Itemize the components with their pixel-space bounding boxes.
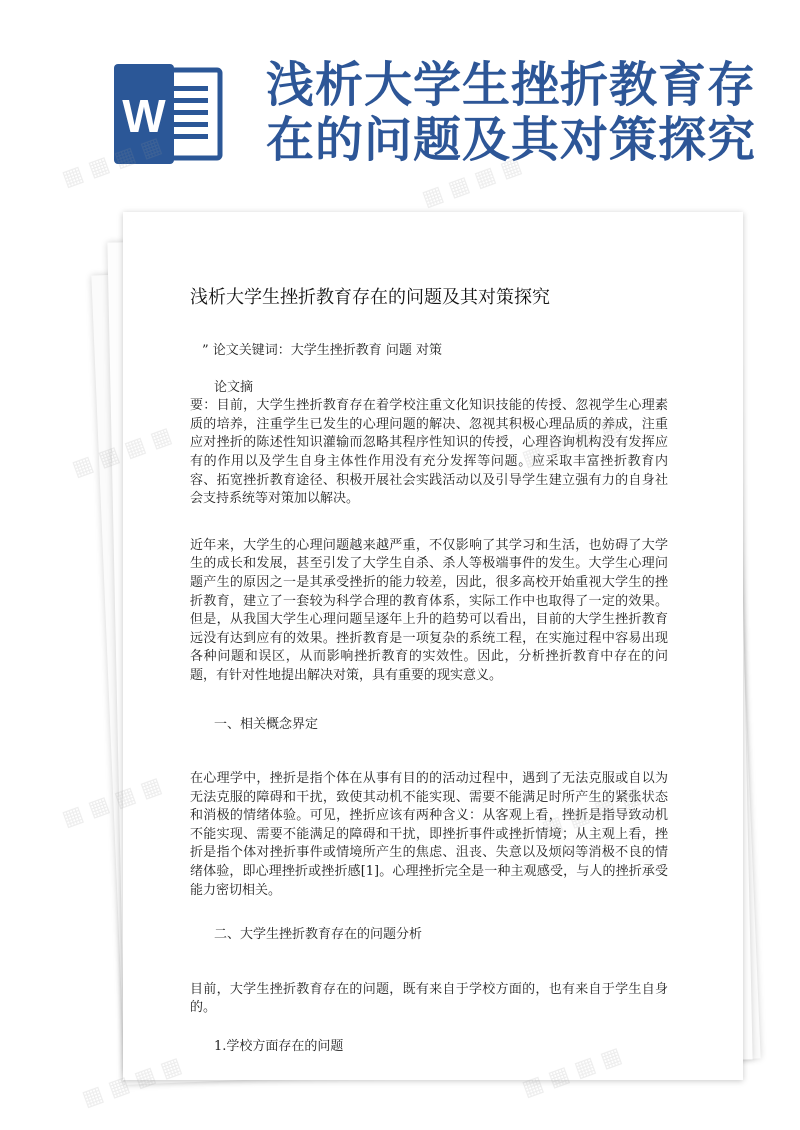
watermark-mark: ▦ ▦ ▦ ▦ xyxy=(418,152,526,213)
document-body xyxy=(190,286,668,1057)
word-icon-letter: W xyxy=(122,90,166,142)
abstract-label: 论文摘 xyxy=(214,379,254,395)
page-title-line-1: 浅析大学生挫折教育存 xyxy=(266,57,757,113)
word-document-icon xyxy=(112,64,224,164)
watermark-mark: ▦ ▦ ▦ ▦ xyxy=(58,772,166,833)
watermark-mark: ▦ xyxy=(68,451,97,483)
keywords-line: ” 论文关键词：大学生挫折教育 问题 对策 xyxy=(202,343,443,358)
document-title: 浅析大学生挫折教育存在的问题及其对策探究 xyxy=(190,287,550,308)
subsection-heading-1: 1.学校方面存在的问题 xyxy=(214,1039,344,1055)
page-title xyxy=(266,58,786,168)
section-1-paragraph: 在心理学中，挫折是指个体在从事有目的的活动过程中，遇到了无法克服或自以为无法克服的障碍和干扰，致使其动机不能实现、需要不能满足时所产生的紧张状态和消极的情绪体验。可见，挫折应该有两种含义：从客观上看，挫折是指导致动机不能实现、需要不能满足的障碍和干扰，即挫折事件或挫折情境；从主观上看，挫折是指个体对挫折事件或情境所产生的焦虑、沮丧、失意以及烦闷等消极不良的情绪体验，即心理挫折或挫折感[1]。心理挫折完全是一种主观感受，与人的挫折承受能力密切相关。 xyxy=(190,771,668,898)
intro-paragraph: 近年来，大学生的心理问题越来越严重，不仅影响了其学习和生活，也妨碍了大学生的成长和发展，甚至引发了大学生自杀、杀人等极端事件的发生。大学生心理问题产生的原因之一是其承受挫折的能力较差，因此，很多高校开始重视大学生的挫折教育，建立了一套较为科学合理的教育体系，实际工作中也取得了一定的效果。但是，从我国大学生心理问题呈逐年上升的趋势可以看出，目前的大学生挫折教育远没有达到应有的效果。挫折教育是一项复杂的系统工程，在实施过程中容易出现各种问题和误区，从而影响挫折教育的实效性。因此，分析挫折教育中存在的问题，有针对性地提出解决对策，具有重要的现实意义。 xyxy=(190,537,668,683)
abstract-paragraph: 要：目前，大学生挫折教育存在着学校注重文化知识技能的传授、忽视学生心理素质的培养，注重学生已发生的心理问题的解决、忽视其积极心理品质的养成，注重应对挫折的陈述性知识灌输而忽略其程序性知识的传授，心理咨询机构没有发挥应有的作用以及学生自身主体性作用没有充分发挥等问题。应采取丰富挫折教育内容、拓宽挫折教育途径、积极开展社会实践活动以及引导学生建立强有力的自身社会支持系统等对策加以解决。 xyxy=(190,398,668,507)
watermark-mark: ▦ ▦ xyxy=(78,1071,134,1113)
section-heading-2: 二、大学生挫折教育存在的问题分析 xyxy=(214,927,423,943)
section-2-paragraph: 目前，大学生挫折教育存在的问题，既有来自于学校方面的，也有来自于学生自身的。 xyxy=(190,981,668,1016)
page-title-line-2: 在的问题及其对策探究 xyxy=(266,112,757,168)
section-heading-1: 一、相关概念界定 xyxy=(214,716,319,732)
watermark-mark: ▦ ▦ ▦ ▦ xyxy=(58,132,166,193)
